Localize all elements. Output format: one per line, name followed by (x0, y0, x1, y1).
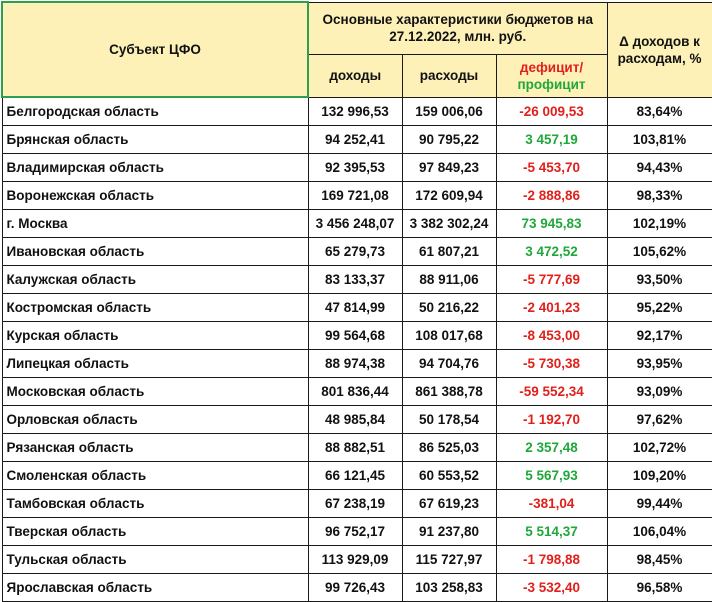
header-budget-group[interactable]: Основные характеристики бюджетов на 27.12.2022, млн. руб. (308, 2, 607, 54)
income-cell[interactable]: 65 279,73 (308, 237, 402, 265)
income-cell[interactable]: 94 252,41 (308, 125, 402, 153)
ratio-cell[interactable]: 96,58% (607, 573, 712, 601)
ratio-cell[interactable]: 109,20% (607, 461, 712, 489)
ratio-cell[interactable]: 98,45% (607, 545, 712, 573)
balance-cell[interactable]: 3 457,19 (496, 125, 607, 153)
region-cell[interactable]: Орловская область (2, 405, 308, 433)
header-deficit-label: дефицит/ (519, 59, 584, 75)
income-cell[interactable]: 48 985,84 (308, 405, 402, 433)
table-row (2, 433, 712, 461)
income-cell[interactable]: 67 238,19 (308, 489, 402, 517)
income-cell[interactable]: 92 395,53 (308, 153, 402, 181)
table-row (2, 293, 712, 321)
ratio-cell[interactable]: 97,62% (607, 405, 712, 433)
income-cell[interactable]: 99 564,68 (308, 321, 402, 349)
balance-cell[interactable]: -1 192,70 (496, 405, 607, 433)
region-cell[interactable]: Владимирская область (2, 153, 308, 181)
table-row (2, 377, 712, 405)
balance-cell[interactable]: 2 357,48 (496, 433, 607, 461)
balance-cell[interactable]: -5 730,38 (496, 349, 607, 377)
balance-cell[interactable]: 3 472,52 (496, 237, 607, 265)
table-row (2, 517, 712, 545)
balance-cell[interactable]: -59 552,34 (496, 377, 607, 405)
table-body (2, 97, 712, 601)
region-cell[interactable]: Тульская область (2, 545, 308, 573)
region-cell[interactable]: Ярославская область (2, 573, 308, 601)
table-row (2, 153, 712, 181)
expense-cell[interactable]: 86 525,03 (402, 433, 496, 461)
ratio-cell[interactable]: 105,62% (607, 237, 712, 265)
ratio-cell[interactable]: 99,44% (607, 489, 712, 517)
ratio-cell[interactable]: 102,19% (607, 209, 712, 237)
header-income[interactable]: доходы (308, 54, 402, 97)
expense-cell[interactable]: 90 795,22 (402, 125, 496, 153)
ratio-cell[interactable]: 95,22% (607, 293, 712, 321)
header-subject[interactable]: Субъект ЦФО (2, 2, 308, 97)
expense-cell[interactable]: 94 704,76 (402, 349, 496, 377)
income-cell[interactable]: 99 726,43 (308, 573, 402, 601)
expense-cell[interactable]: 50 216,22 (402, 293, 496, 321)
expense-cell[interactable]: 159 006,06 (402, 97, 496, 125)
income-cell[interactable]: 801 836,44 (308, 377, 402, 405)
table-row (2, 209, 712, 237)
region-cell[interactable]: Рязанская область (2, 433, 308, 461)
balance-cell[interactable]: -1 798,88 (496, 545, 607, 573)
expense-cell[interactable]: 115 727,97 (402, 545, 496, 573)
region-cell[interactable]: Смоленская область (2, 461, 308, 489)
expense-cell[interactable]: 60 553,52 (402, 461, 496, 489)
expense-cell[interactable]: 3 382 302,24 (402, 209, 496, 237)
balance-cell[interactable]: -5 453,70 (496, 153, 607, 181)
table-row (2, 545, 712, 573)
table-row (2, 573, 712, 601)
table-row (2, 125, 712, 153)
table-row (2, 265, 712, 293)
income-cell[interactable]: 132 996,53 (308, 97, 402, 125)
expense-cell[interactable]: 50 178,54 (402, 405, 496, 433)
income-cell[interactable]: 83 133,37 (308, 265, 402, 293)
balance-cell[interactable]: -8 453,00 (496, 321, 607, 349)
expense-cell[interactable]: 172 609,94 (402, 181, 496, 209)
income-cell[interactable]: 88 974,38 (308, 349, 402, 377)
income-cell[interactable]: 47 814,99 (308, 293, 402, 321)
expense-cell[interactable]: 91 237,80 (402, 517, 496, 545)
ratio-cell[interactable]: 93,95% (607, 349, 712, 377)
table-row (2, 461, 712, 489)
ratio-cell[interactable]: 92,17% (607, 321, 712, 349)
region-cell[interactable]: Тамбовская область (2, 489, 308, 517)
region-cell[interactable]: Московская область (2, 377, 308, 405)
region-cell[interactable]: Белгородская область (2, 97, 308, 125)
income-cell[interactable]: 96 752,17 (308, 517, 402, 545)
region-cell[interactable]: Липецкая область (2, 349, 308, 377)
table-row (2, 237, 712, 265)
table-row (2, 349, 712, 377)
balance-cell[interactable]: -2 888,86 (496, 181, 607, 209)
ratio-cell[interactable]: 102,72% (607, 433, 712, 461)
expense-cell[interactable]: 88 911,06 (402, 265, 496, 293)
table-row (2, 181, 712, 209)
table-row (2, 97, 712, 125)
header-expense[interactable]: расходы (402, 54, 496, 97)
expense-cell[interactable]: 67 619,23 (402, 489, 496, 517)
header-surplus-label: профицит (517, 76, 586, 92)
header-ratio[interactable]: Δ доходов к расходам, % (607, 2, 712, 97)
table-row (2, 405, 712, 433)
header-balance[interactable] (496, 54, 607, 97)
region-cell[interactable]: Брянская область (2, 125, 308, 153)
balance-cell[interactable]: 5 567,93 (496, 461, 607, 489)
income-cell[interactable]: 113 929,09 (308, 545, 402, 573)
balance-cell[interactable]: -5 777,69 (496, 265, 607, 293)
ratio-cell[interactable]: 93,50% (607, 265, 712, 293)
income-cell[interactable]: 169 721,08 (308, 181, 402, 209)
balance-cell[interactable]: -381,04 (496, 489, 607, 517)
ratio-cell[interactable]: 106,04% (607, 517, 712, 545)
expense-cell[interactable]: 97 849,23 (402, 153, 496, 181)
table-row (2, 489, 712, 517)
region-cell[interactable]: Курская область (2, 321, 308, 349)
income-cell[interactable]: 66 121,45 (308, 461, 402, 489)
balance-cell[interactable]: 73 945,83 (496, 209, 607, 237)
region-cell[interactable]: Воронежская область (2, 181, 308, 209)
region-cell[interactable]: Калужская область (2, 265, 308, 293)
balance-cell[interactable]: -26 009,53 (496, 97, 607, 125)
income-cell[interactable]: 88 882,51 (308, 433, 402, 461)
ratio-cell[interactable]: 93,09% (607, 377, 712, 405)
balance-cell[interactable]: -2 401,23 (496, 293, 607, 321)
region-cell[interactable]: Тверская область (2, 517, 308, 545)
table-row (2, 321, 712, 349)
region-cell[interactable]: Ивановская область (2, 237, 308, 265)
region-cell[interactable]: Костромская область (2, 293, 308, 321)
ratio-cell[interactable]: 98,33% (607, 181, 712, 209)
expense-cell[interactable]: 108 017,68 (402, 321, 496, 349)
income-cell[interactable]: 3 456 248,07 (308, 209, 402, 237)
balance-cell[interactable]: 5 514,37 (496, 517, 607, 545)
expense-cell[interactable]: 61 807,21 (402, 237, 496, 265)
expense-cell[interactable]: 103 258,83 (402, 573, 496, 601)
region-cell[interactable]: г. Москва (2, 209, 308, 237)
ratio-cell[interactable]: 94,43% (607, 153, 712, 181)
expense-cell[interactable]: 861 388,78 (402, 377, 496, 405)
ratio-cell[interactable]: 103,81% (607, 125, 712, 153)
ratio-cell[interactable]: 83,64% (607, 97, 712, 125)
balance-cell[interactable]: -3 532,40 (496, 573, 607, 601)
budget-table (1, 1, 712, 602)
